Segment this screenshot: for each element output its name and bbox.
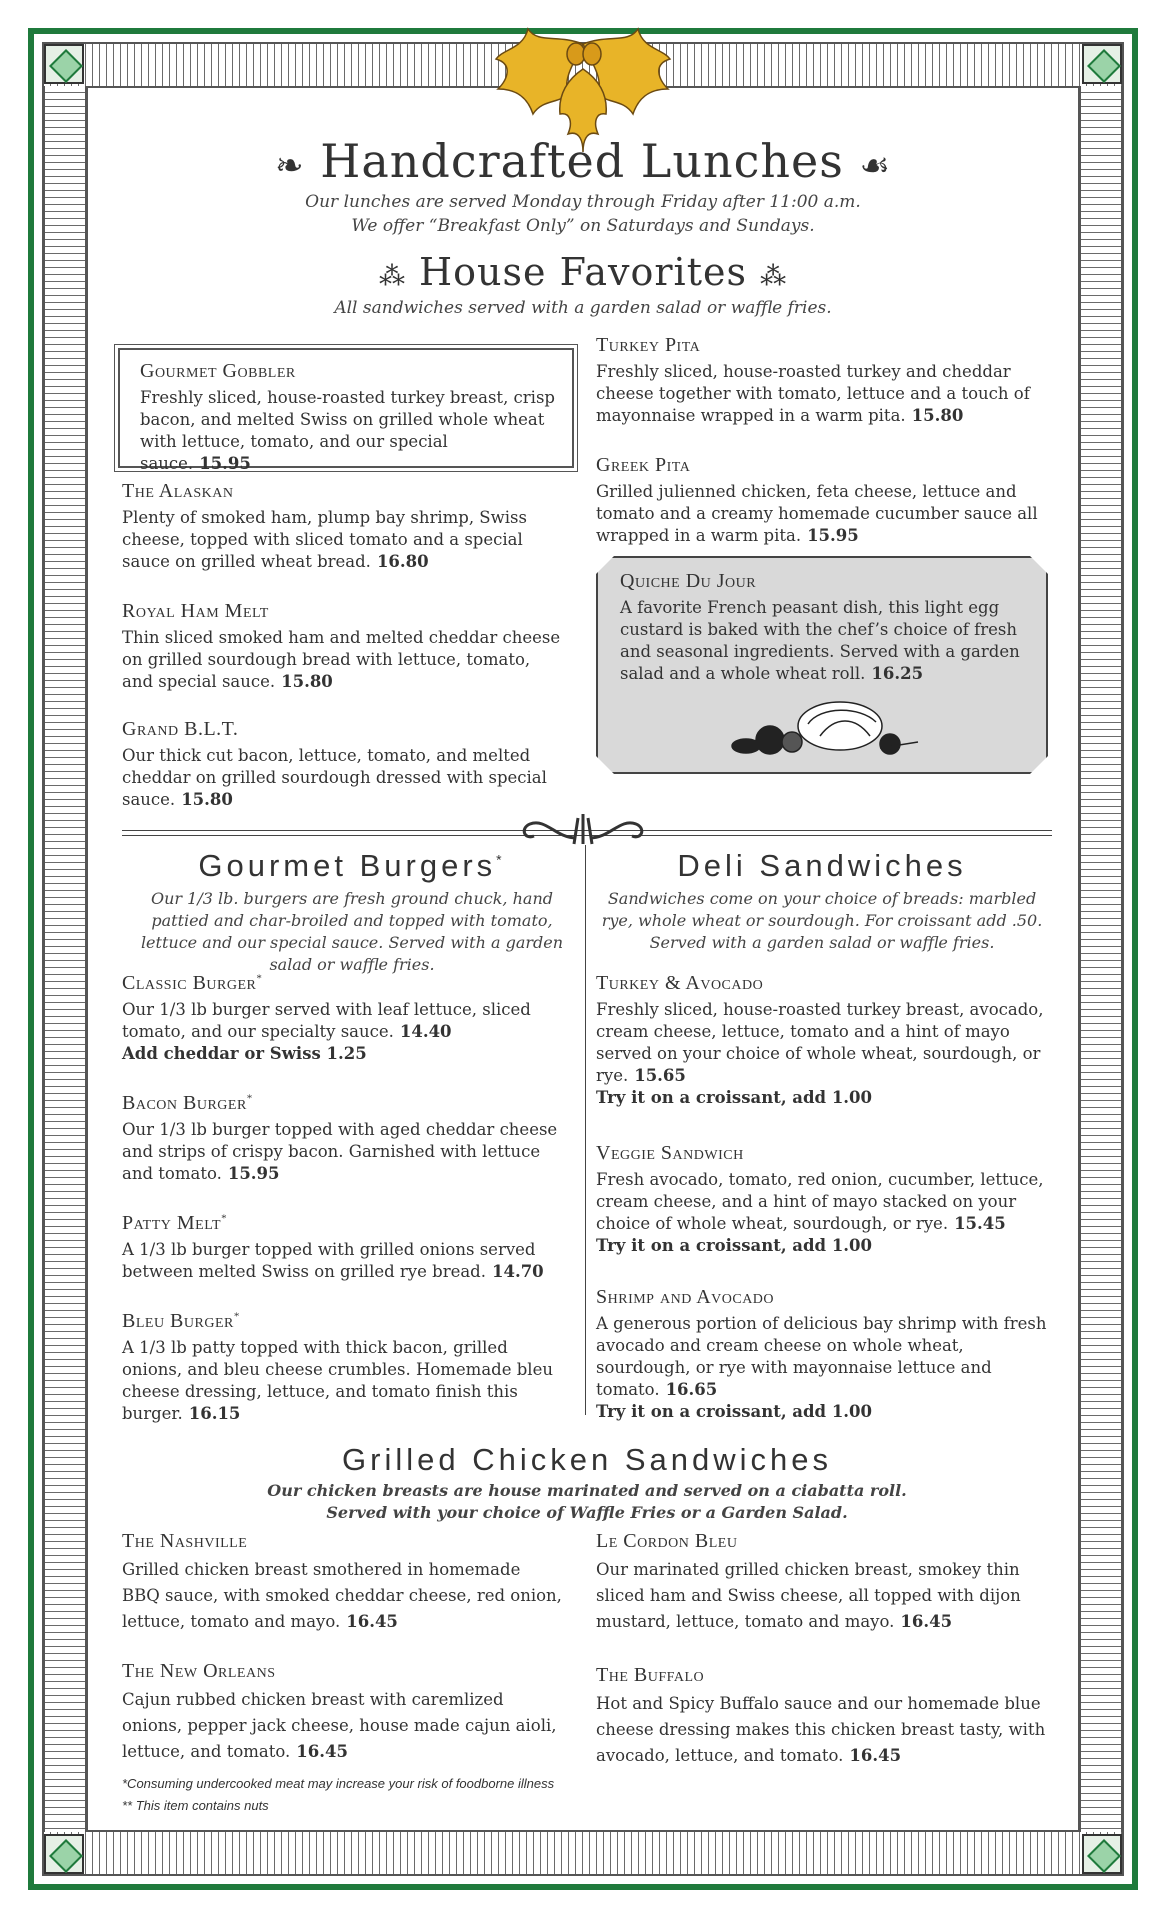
item-desc: Freshly sliced, house-roasted turkey breast, crisp bacon, and melted Swiss on grilled whole wheat with lettuce, tomato, and our special sauce. — [140, 388, 555, 473]
menu-item — [596, 972, 1048, 1109]
scroll-ornament-icon: ❧ — [275, 146, 305, 186]
scroll-ornament-icon: ⁂ — [760, 262, 788, 292]
item-price: 16.45 — [900, 1612, 953, 1631]
section-title-house-favorites: ⁂ House Favorites ⁂ — [378, 250, 788, 294]
item-price: 16.80 — [376, 552, 429, 571]
corner-ornament-icon — [1082, 1834, 1122, 1874]
item-desc: Our 1/3 lb burger served with leaf lettuce, sliced tomato, and our specialty sauce. — [122, 1000, 531, 1041]
item-desc: Our 1/3 lb burger topped with aged cheddar cheese and strips of crispy bacon. Garnished with lettuce and tomato. — [122, 1120, 558, 1183]
item-name: Grand B.L.T. — [122, 718, 239, 740]
item-name: The New Orleans — [122, 1660, 276, 1682]
item-desc: Grilled julienned chicken, feta cheese, lettuce and tomato and a creamy homemade cucumber sauce all wrapped in a warm pita. — [596, 482, 1038, 545]
item-name: The Nashville — [122, 1530, 248, 1552]
item-price: 14.40 — [399, 1022, 452, 1041]
menu-item: Bacon Burger* Our 1/3 lb burger topped with aged cheddar cheese and strips of crispy bacon. Garnished with lettuce and tomato. 15.95 — [122, 1092, 558, 1183]
corner-ornament-icon — [1082, 44, 1122, 84]
item-price: 15.95 — [199, 454, 251, 473]
item-name: Gourmet Gobbler — [140, 360, 296, 382]
item-desc: Freshly sliced, house-roasted turkey and cheddar cheese together with tomato, lettuce and a touch of mayonnaise wrapped in a warm pita. — [596, 362, 1030, 425]
item-note: Try it on a croissant, add 1.00 — [596, 1236, 873, 1255]
item-price: 16.45 — [849, 1746, 902, 1765]
menu-item — [122, 718, 562, 811]
item-name: Turkey & Avocado — [596, 972, 764, 994]
item-price: 16.45 — [296, 1742, 348, 1761]
item-name: Greek Pita — [596, 454, 691, 476]
section-subtitle: Our chicken breasts are house marinated and served on a ciabatta roll. — [267, 1481, 907, 1500]
item-name: Turkey Pita — [596, 334, 701, 356]
item-desc: Grilled chicken breast smothered in homemade BBQ sauce, with smoked cheddar cheese, red onion, lettuce, tomato and mayo. — [122, 1560, 562, 1631]
menu-item — [596, 334, 1046, 427]
menu-frame-band-left — [44, 86, 86, 1832]
item-price: 15.80 — [181, 790, 233, 809]
menu-item — [596, 454, 1046, 547]
item-name: Shrimp and Avocado — [596, 1286, 775, 1308]
item-price: 15.65 — [634, 1066, 686, 1085]
item-price: 16.65 — [665, 1380, 718, 1399]
item-desc: A 1/3 lb patty topped with thick bacon, grilled onions, and bleu cheese crumbles. Homemade bleu cheese dressing, lettuce, and tomato finish this burger. — [122, 1338, 553, 1423]
item-price: 15.80 — [911, 406, 964, 425]
item-desc: Our thick cut bacon, lettuce, tomato, and melted cheddar on grilled sourdough dressed with special sauce. — [122, 746, 547, 809]
menu-item — [122, 600, 562, 693]
item-name: Classic Burger — [122, 972, 257, 994]
item-desc: Freshly sliced, house-roasted turkey breast, avocado, cream cheese, lettuce, tomato and a hint of mayo served on your choice of whole wheat, sourdough, or rye. — [596, 1000, 1044, 1085]
item-name: Quiche Du Jour — [620, 570, 757, 592]
flourish-ornament-icon — [516, 808, 650, 850]
section-subtitle: Served with your choice of Waffle Fries or a Garden Salad. — [326, 1503, 848, 1522]
item-desc: Thin sliced smoked ham and melted cheddar cheese on grilled sourdough bread with lettuce, tomato, and special sauce. — [122, 628, 561, 691]
column-divider — [585, 845, 586, 1415]
item-desc: Our marinated grilled chicken breast, smokey thin sliced ham and Swiss cheese, all topped with dijon mustard, lettuce, tomato and mayo. — [596, 1560, 1021, 1631]
item-desc: A generous portion of delicious bay shrimp with fresh avocado and cream cheese on whole wheat, sourdough, or rye with mayonnaise lettuce and tomato. — [596, 1314, 1047, 1399]
menu-item — [596, 1530, 1048, 1635]
footnote: *Consuming undercooked meat may increase your risk of foodborne illness — [122, 1776, 555, 1791]
item-desc: A 1/3 lb burger topped with grilled onions served between melted Swiss on grilled rye bread. — [122, 1240, 536, 1281]
item-price: 15.80 — [281, 672, 333, 691]
menu-item — [122, 1660, 562, 1765]
section-subtitle: Sandwiches come on your choice of breads: marbled rye, whole wheat or sourdough. For croissant add .50. Served with a garden salad or waffle fries. — [601, 889, 1043, 952]
item-name: Bleu Burger — [122, 1310, 234, 1332]
item-name: The Buffalo — [596, 1664, 705, 1686]
item-name: Le Cordon Bleu — [596, 1530, 738, 1552]
item-price: 15.95 — [807, 526, 859, 545]
item-price: 14.70 — [492, 1262, 544, 1281]
item-desc: Hot and Spicy Buffalo sauce and our homemade blue cheese dressing makes this chicken breast tasty, with avocado, lettuce, and tomato. — [596, 1694, 1046, 1765]
item-name: Patty Melt — [122, 1212, 222, 1234]
item-note: Try it on a croissant, add 1.00 — [596, 1088, 873, 1107]
intro-line: Our lunches are served Monday through Friday after 11:00 a.m. — [305, 192, 861, 212]
item-price: 15.45 — [954, 1214, 1006, 1233]
vegetables-illustration-icon — [730, 696, 920, 760]
item-desc: A favorite French peasant dish, this light egg custard is baked with the chef’s choice of fresh and seasonal ingredients. Served with a garden salad and a whole wheat roll. — [620, 598, 1020, 683]
section-subtitle: All sandwiches served with a garden salad or waffle fries. — [334, 298, 832, 318]
menu-item — [122, 480, 562, 573]
corner-ornament-icon — [44, 44, 84, 84]
item-price: 16.15 — [188, 1404, 241, 1423]
menu-frame-band-right — [1080, 86, 1122, 1832]
corner-ornament-icon — [44, 1834, 84, 1874]
menu-item — [596, 1142, 1048, 1257]
menu-item: Patty Melt* A 1/3 lb burger topped with grilled onions served between melted Swiss on grilled rye bread. 14.70 — [122, 1212, 544, 1281]
item-name: The Alaskan — [122, 480, 234, 502]
section-title-chicken: Grilled Chicken Sandwiches — [342, 1442, 832, 1477]
section-title-deli: Deli Sandwiches — [677, 848, 967, 883]
menu-item — [596, 1286, 1048, 1423]
menu-item — [596, 1664, 1048, 1769]
page-title: ❧ Handcrafted Lunches ☙ — [275, 134, 891, 188]
menu-item: Bleu Burger* A 1/3 lb patty topped with thick bacon, grilled onions, and bleu cheese crumbles. Homemade bleu cheese dressing, lettuce, and tomato finish this burger. 16.15 — [122, 1310, 553, 1423]
menu-item — [140, 360, 560, 475]
item-name: Royal Ham Melt — [122, 600, 269, 622]
footnote: ** This item contains nuts — [122, 1798, 269, 1813]
item-desc: Cajun rubbed chicken breast with caremlized onions, pepper jack cheese, house made cajun aioli, lettuce, and tomato. — [122, 1690, 557, 1761]
menu-item — [122, 1530, 562, 1635]
intro-line: We offer “Breakfast Only” on Saturdays and Sundays. — [351, 216, 815, 236]
item-note: Add cheddar or Swiss 1.25 — [122, 1044, 367, 1063]
scroll-ornament-icon: ⁂ — [378, 262, 406, 292]
section-subtitle: Our 1/3 lb. burgers are fresh ground chuck, hand pattied and char-broiled and topped with tomato, lettuce and our special sauce. Served with a garden salad or waffle fries. — [140, 889, 564, 974]
item-price: 15.95 — [227, 1164, 280, 1183]
item-price: 16.45 — [346, 1612, 398, 1631]
item-note: Try it on a croissant, add 1.00 — [596, 1402, 873, 1421]
item-desc: Plenty of smoked ham, plump bay shrimp, Swiss cheese, topped with sliced tomato and a special sauce on grilled wheat bread. — [122, 508, 527, 571]
section-title-burgers: Gourmet Burgers* — [198, 848, 506, 883]
menu-item: Classic Burger* Our 1/3 lb burger served with leaf lettuce, sliced tomato, and our specialty sauce. 14.40 Add cheddar or Swiss 1.25 — [122, 972, 562, 1065]
scroll-ornament-icon: ☙ — [859, 146, 891, 186]
item-name: Veggie Sandwich — [596, 1142, 744, 1164]
item-name: Bacon Burger — [122, 1092, 247, 1114]
menu-item — [620, 570, 1030, 685]
item-desc: Fresh avocado, tomato, red onion, cucumber, lettuce, cream cheese, and a hint of mayo stacked on your choice of whole wheat, sourdough, or rye. — [596, 1170, 1044, 1233]
item-price: 16.25 — [871, 664, 924, 683]
